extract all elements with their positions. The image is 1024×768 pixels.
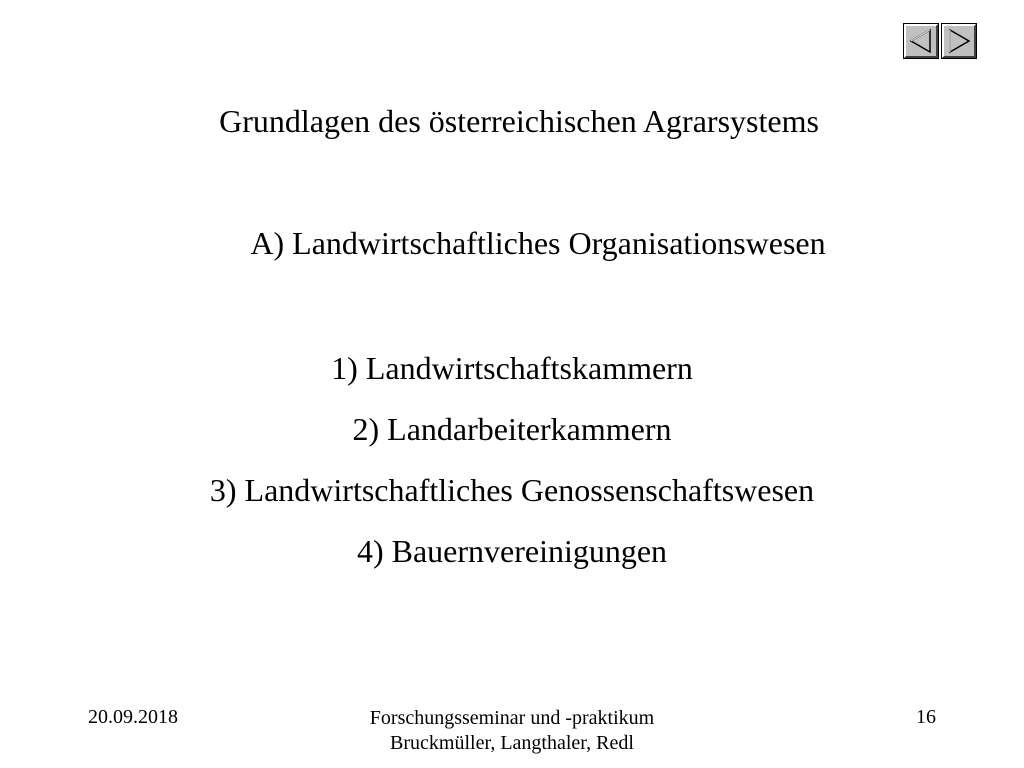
triangle-right-icon — [946, 28, 972, 54]
list-item: 2) Landarbeiterkammern — [352, 411, 672, 447]
footer-course: Forschungsseminar und -praktikum — [369, 707, 655, 729]
slide-subtitle: A) Landwirtschaftliches Organisationswesen — [250, 225, 826, 261]
footer-course-info — [0, 706, 1024, 756]
page-number: 16 — [916, 706, 936, 728]
list-item: 1) Landwirtschaftskammern — [331, 350, 693, 386]
slide-navigation — [904, 24, 976, 58]
footer-date: 20.09.2018 — [88, 706, 178, 728]
previous-slide-button[interactable] — [904, 24, 938, 58]
slide-title: Grundlagen des österreichischen Agrarsystems — [219, 103, 819, 139]
topic-list — [0, 347, 1024, 591]
list-item: 4) Bauernvereinigungen — [356, 533, 668, 569]
next-slide-button[interactable] — [942, 24, 976, 58]
footer-authors: Bruckmüller, Langthaler, Redl — [390, 732, 634, 754]
list-item: 3) Landwirtschaftliches Genossenschaftswesen — [209, 472, 815, 508]
triangle-left-icon — [908, 28, 934, 54]
